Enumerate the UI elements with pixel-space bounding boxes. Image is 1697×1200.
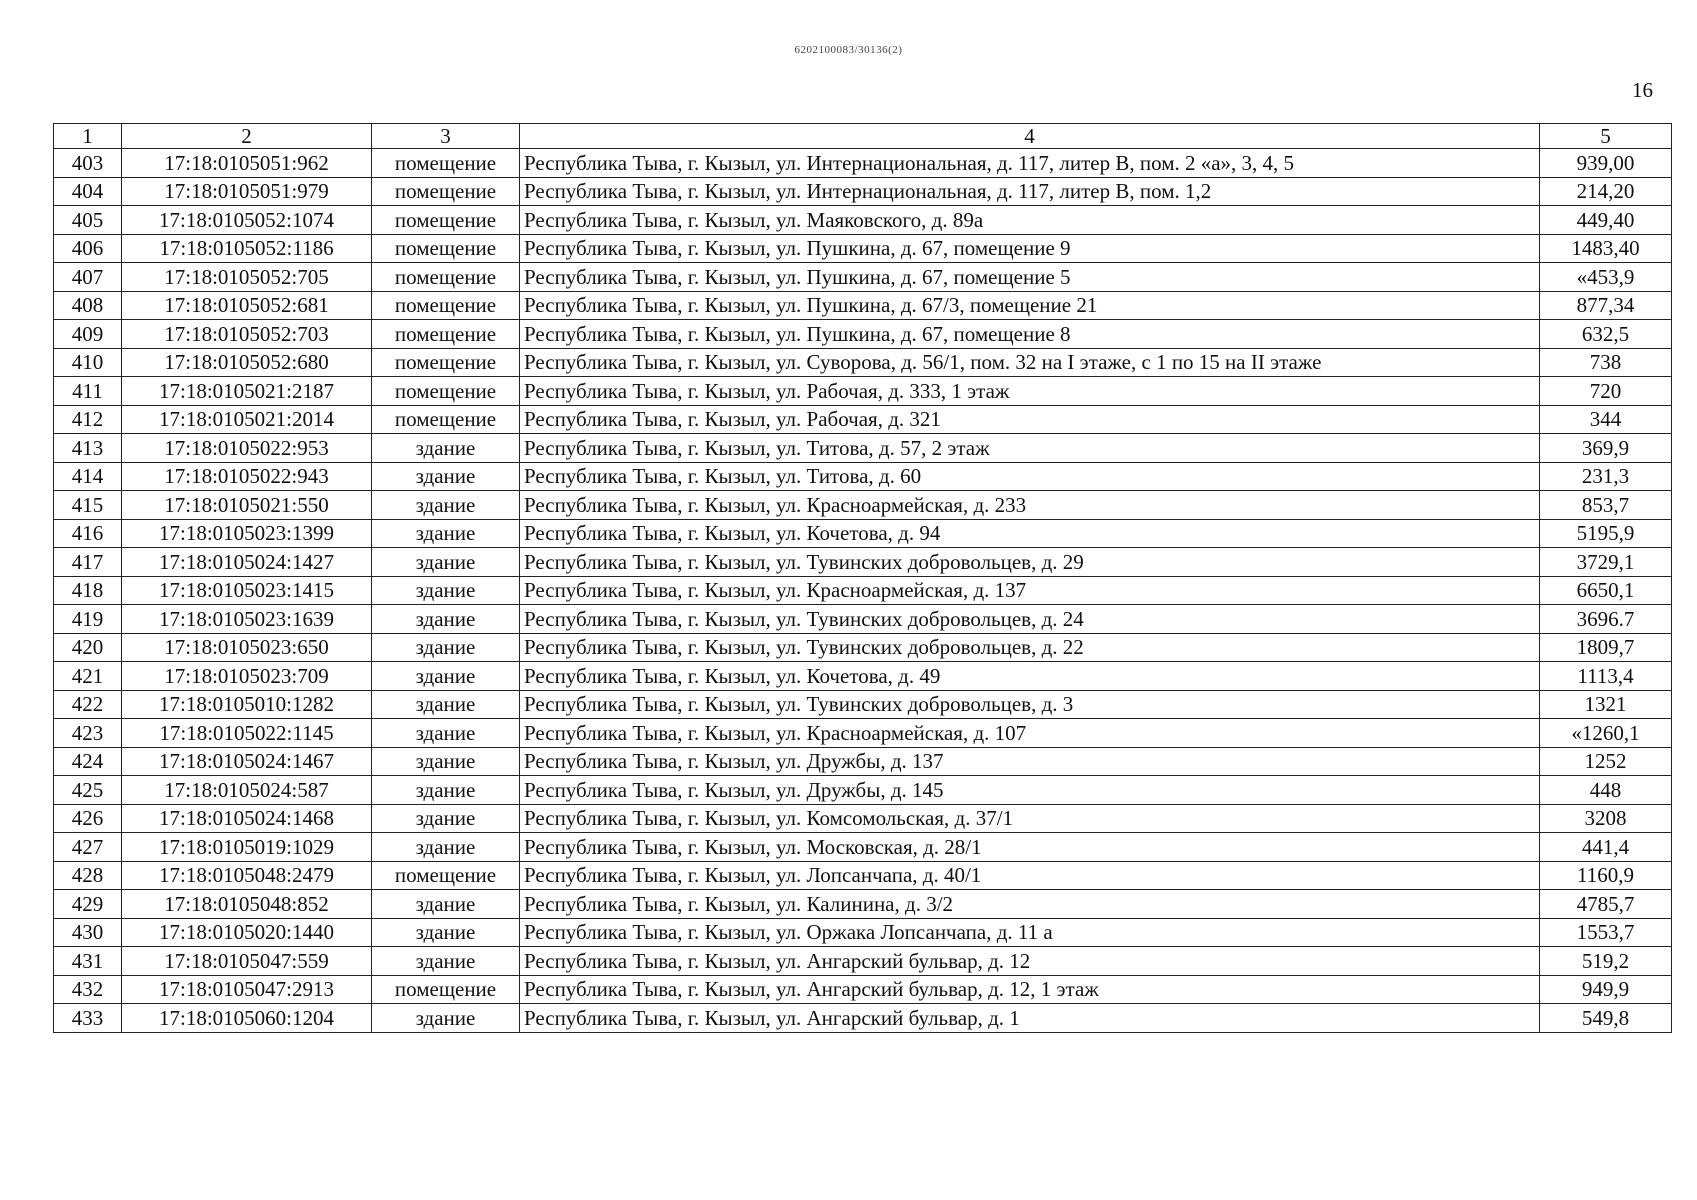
column-header-1: 1 <box>54 124 122 149</box>
cadastral-number-cell: 17:18:0105020:1440 <box>122 918 372 947</box>
row-number-cell: 425 <box>54 776 122 805</box>
table-row <box>54 491 1672 520</box>
cadastral-number-cell: 17:18:0105052:680 <box>122 348 372 377</box>
table-row <box>54 405 1672 434</box>
cadastral-number-cell: 17:18:0105060:1204 <box>122 1004 372 1033</box>
object-type-cell: здание <box>372 690 520 719</box>
row-number-cell: 408 <box>54 291 122 320</box>
row-number-cell: 424 <box>54 747 122 776</box>
table-row <box>54 234 1672 263</box>
object-type-cell: помещение <box>372 206 520 235</box>
header-row <box>54 124 1672 149</box>
row-number-cell: 407 <box>54 263 122 292</box>
area-cell: 214,20 <box>1540 177 1672 206</box>
cadastral-number-cell: 17:18:0105023:1415 <box>122 576 372 605</box>
address-cell: Республика Тыва, г. Кызыл, ул. Ангарский бульвар, д. 1 <box>520 1004 1540 1033</box>
area-cell: 720 <box>1540 377 1672 406</box>
object-type-cell: помещение <box>372 377 520 406</box>
table-body <box>54 149 1672 1033</box>
table-row <box>54 804 1672 833</box>
cadastral-number-cell: 17:18:0105022:953 <box>122 434 372 463</box>
row-number-cell: 415 <box>54 491 122 520</box>
row-number-cell: 431 <box>54 947 122 976</box>
row-number-cell: 412 <box>54 405 122 434</box>
cadastral-number-cell: 17:18:0105021:550 <box>122 491 372 520</box>
address-cell: Республика Тыва, г. Кызыл, ул. Кочетова, д. 94 <box>520 519 1540 548</box>
table-row <box>54 576 1672 605</box>
row-number-cell: 403 <box>54 149 122 178</box>
area-cell: 949,9 <box>1540 975 1672 1004</box>
area-cell: 448 <box>1540 776 1672 805</box>
cadastral-number-cell: 17:18:0105023:1399 <box>122 519 372 548</box>
area-cell: «1260,1 <box>1540 719 1672 748</box>
object-type-cell: здание <box>372 519 520 548</box>
address-cell: Республика Тыва, г. Кызыл, ул. Тувинских добровольцев, д. 22 <box>520 633 1540 662</box>
area-cell: 1160,9 <box>1540 861 1672 890</box>
object-type-cell: здание <box>372 776 520 805</box>
area-cell: 6650,1 <box>1540 576 1672 605</box>
document-stamp: 6202100083/30136(2) <box>794 44 903 56</box>
table-row <box>54 149 1672 178</box>
column-header-3: 3 <box>372 124 520 149</box>
table-row <box>54 975 1672 1004</box>
area-cell: 853,7 <box>1540 491 1672 520</box>
object-type-cell: здание <box>372 662 520 691</box>
cadastral-number-cell: 17:18:0105022:1145 <box>122 719 372 748</box>
area-cell: 4785,7 <box>1540 890 1672 919</box>
area-cell: 1113,4 <box>1540 662 1672 691</box>
address-cell: Республика Тыва, г. Кызыл, ул. Кочетова, д. 49 <box>520 662 1540 691</box>
address-cell: Республика Тыва, г. Кызыл, ул. Красноармейская, д. 233 <box>520 491 1540 520</box>
table-row <box>54 1004 1672 1033</box>
column-header-2: 2 <box>122 124 372 149</box>
row-number-cell: 410 <box>54 348 122 377</box>
object-type-cell: здание <box>372 747 520 776</box>
object-type-cell: здание <box>372 719 520 748</box>
object-type-cell: помещение <box>372 320 520 349</box>
table-row <box>54 890 1672 919</box>
area-cell: 3208 <box>1540 804 1672 833</box>
address-cell: Республика Тыва, г. Кызыл, ул. Лопсанчапа, д. 40/1 <box>520 861 1540 890</box>
row-number-cell: 426 <box>54 804 122 833</box>
column-header-5: 5 <box>1540 124 1672 149</box>
object-type-cell: помещение <box>372 234 520 263</box>
cadastral-number-cell: 17:18:0105023:650 <box>122 633 372 662</box>
row-number-cell: 416 <box>54 519 122 548</box>
table-row <box>54 747 1672 776</box>
address-cell: Республика Тыва, г. Кызыл, ул. Рабочая, д. 333, 1 этаж <box>520 377 1540 406</box>
cadastral-number-cell: 17:18:0105024:1468 <box>122 804 372 833</box>
column-header-4: 4 <box>520 124 1540 149</box>
area-cell: 1483,40 <box>1540 234 1672 263</box>
area-cell: 519,2 <box>1540 947 1672 976</box>
row-number-cell: 413 <box>54 434 122 463</box>
property-register-table <box>53 123 1672 1033</box>
row-number-cell: 411 <box>54 377 122 406</box>
cadastral-number-cell: 17:18:0105023:709 <box>122 662 372 691</box>
object-type-cell: здание <box>372 633 520 662</box>
address-cell: Республика Тыва, г. Кызыл, ул. Титова, д. 57, 2 этаж <box>520 434 1540 463</box>
object-type-cell: здание <box>372 833 520 862</box>
table-row <box>54 662 1672 691</box>
address-cell: Республика Тыва, г. Кызыл, ул. Дружбы, д. 137 <box>520 747 1540 776</box>
cadastral-number-cell: 17:18:0105051:962 <box>122 149 372 178</box>
address-cell: Республика Тыва, г. Кызыл, ул. Ангарский бульвар, д. 12 <box>520 947 1540 976</box>
address-cell: Республика Тыва, г. Кызыл, ул. Тувинских добровольцев, д. 29 <box>520 548 1540 577</box>
table-row <box>54 462 1672 491</box>
object-type-cell: помещение <box>372 348 520 377</box>
object-type-cell: здание <box>372 548 520 577</box>
table-row <box>54 291 1672 320</box>
address-cell: Республика Тыва, г. Кызыл, ул. Интернациональная, д. 117, литер В, пом. 2 «а», 3, 4, 5 <box>520 149 1540 178</box>
address-cell: Республика Тыва, г. Кызыл, ул. Интернациональная, д. 117, литер В, пом. 1,2 <box>520 177 1540 206</box>
address-cell: Республика Тыва, г. Кызыл, ул. Маяковского, д. 89а <box>520 206 1540 235</box>
cadastral-number-cell: 17:18:0105019:1029 <box>122 833 372 862</box>
area-cell: 344 <box>1540 405 1672 434</box>
table-row <box>54 719 1672 748</box>
area-cell: 632,5 <box>1540 320 1672 349</box>
address-cell: Республика Тыва, г. Кызыл, ул. Комсомольская, д. 37/1 <box>520 804 1540 833</box>
table-row <box>54 833 1672 862</box>
address-cell: Республика Тыва, г. Кызыл, ул. Пушкина, д. 67, помещение 9 <box>520 234 1540 263</box>
address-cell: Республика Тыва, г. Кызыл, ул. Красноармейская, д. 137 <box>520 576 1540 605</box>
row-number-cell: 409 <box>54 320 122 349</box>
row-number-cell: 405 <box>54 206 122 235</box>
table-row <box>54 861 1672 890</box>
row-number-cell: 423 <box>54 719 122 748</box>
address-cell: Республика Тыва, г. Кызыл, ул. Тувинских добровольцев, д. 24 <box>520 605 1540 634</box>
address-cell: Республика Тыва, г. Кызыл, ул. Пушкина, д. 67/3, помещение 21 <box>520 291 1540 320</box>
area-cell: 1809,7 <box>1540 633 1672 662</box>
object-type-cell: здание <box>372 947 520 976</box>
table-row <box>54 434 1672 463</box>
address-cell: Республика Тыва, г. Кызыл, ул. Калинина, д. 3/2 <box>520 890 1540 919</box>
area-cell: 441,4 <box>1540 833 1672 862</box>
table-row <box>54 377 1672 406</box>
area-cell: 738 <box>1540 348 1672 377</box>
page-number: 16 <box>1632 78 1653 102</box>
cadastral-number-cell: 17:18:0105010:1282 <box>122 690 372 719</box>
object-type-cell: здание <box>372 462 520 491</box>
address-cell: Республика Тыва, г. Кызыл, ул. Московская, д. 28/1 <box>520 833 1540 862</box>
table-row <box>54 320 1672 349</box>
cadastral-number-cell: 17:18:0105021:2014 <box>122 405 372 434</box>
cadastral-number-cell: 17:18:0105047:2913 <box>122 975 372 1004</box>
row-number-cell: 432 <box>54 975 122 1004</box>
cadastral-number-cell: 17:18:0105051:979 <box>122 177 372 206</box>
cadastral-number-cell: 17:18:0105052:1074 <box>122 206 372 235</box>
object-type-cell: здание <box>372 434 520 463</box>
object-type-cell: здание <box>372 576 520 605</box>
row-number-cell: 433 <box>54 1004 122 1033</box>
object-type-cell: помещение <box>372 291 520 320</box>
cadastral-number-cell: 17:18:0105021:2187 <box>122 377 372 406</box>
table-row <box>54 263 1672 292</box>
table-row <box>54 519 1672 548</box>
address-cell: Республика Тыва, г. Кызыл, ул. Пушкина, д. 67, помещение 5 <box>520 263 1540 292</box>
address-cell: Республика Тыва, г. Кызыл, ул. Красноармейская, д. 107 <box>520 719 1540 748</box>
cadastral-number-cell: 17:18:0105052:681 <box>122 291 372 320</box>
address-cell: Республика Тыва, г. Кызыл, ул. Ангарский бульвар, д. 12, 1 этаж <box>520 975 1540 1004</box>
object-type-cell: помещение <box>372 177 520 206</box>
area-cell: 877,34 <box>1540 291 1672 320</box>
cadastral-number-cell: 17:18:0105024:1427 <box>122 548 372 577</box>
cadastral-number-cell: 17:18:0105052:1186 <box>122 234 372 263</box>
object-type-cell: здание <box>372 1004 520 1033</box>
area-cell: 231,3 <box>1540 462 1672 491</box>
row-number-cell: 429 <box>54 890 122 919</box>
row-number-cell: 406 <box>54 234 122 263</box>
address-cell: Республика Тыва, г. Кызыл, ул. Пушкина, д. 67, помещение 8 <box>520 320 1540 349</box>
area-cell: 3696.7 <box>1540 605 1672 634</box>
area-cell: 1252 <box>1540 747 1672 776</box>
address-cell: Республика Тыва, г. Кызыл, ул. Оржака Лопсанчапа, д. 11 а <box>520 918 1540 947</box>
area-cell: 939,00 <box>1540 149 1672 178</box>
area-cell: 369,9 <box>1540 434 1672 463</box>
address-cell: Республика Тыва, г. Кызыл, ул. Рабочая, д. 321 <box>520 405 1540 434</box>
cadastral-number-cell: 17:18:0105052:705 <box>122 263 372 292</box>
object-type-cell: помещение <box>372 975 520 1004</box>
cadastral-number-cell: 17:18:0105052:703 <box>122 320 372 349</box>
object-type-cell: здание <box>372 890 520 919</box>
row-number-cell: 428 <box>54 861 122 890</box>
area-cell: «453,9 <box>1540 263 1672 292</box>
cadastral-number-cell: 17:18:0105023:1639 <box>122 605 372 634</box>
object-type-cell: здание <box>372 804 520 833</box>
table-row <box>54 918 1672 947</box>
area-cell: 1553,7 <box>1540 918 1672 947</box>
area-cell: 1321 <box>1540 690 1672 719</box>
table-row <box>54 348 1672 377</box>
table-row <box>54 690 1672 719</box>
row-number-cell: 422 <box>54 690 122 719</box>
object-type-cell: помещение <box>372 405 520 434</box>
cadastral-number-cell: 17:18:0105024:587 <box>122 776 372 805</box>
table-row <box>54 633 1672 662</box>
object-type-cell: здание <box>372 605 520 634</box>
table-row <box>54 548 1672 577</box>
area-cell: 549,8 <box>1540 1004 1672 1033</box>
table-row <box>54 206 1672 235</box>
row-number-cell: 418 <box>54 576 122 605</box>
row-number-cell: 419 <box>54 605 122 634</box>
cadastral-number-cell: 17:18:0105022:943 <box>122 462 372 491</box>
object-type-cell: помещение <box>372 861 520 890</box>
object-type-cell: помещение <box>372 149 520 178</box>
address-cell: Республика Тыва, г. Кызыл, ул. Титова, д. 60 <box>520 462 1540 491</box>
table-row <box>54 776 1672 805</box>
area-cell: 449,40 <box>1540 206 1672 235</box>
cadastral-number-cell: 17:18:0105048:852 <box>122 890 372 919</box>
area-cell: 3729,1 <box>1540 548 1672 577</box>
cadastral-number-cell: 17:18:0105048:2479 <box>122 861 372 890</box>
table-row <box>54 605 1672 634</box>
row-number-cell: 404 <box>54 177 122 206</box>
row-number-cell: 420 <box>54 633 122 662</box>
table-row <box>54 177 1672 206</box>
object-type-cell: помещение <box>372 263 520 292</box>
address-cell: Республика Тыва, г. Кызыл, ул. Дружбы, д. 145 <box>520 776 1540 805</box>
table-row <box>54 947 1672 976</box>
area-cell: 5195,9 <box>1540 519 1672 548</box>
row-number-cell: 421 <box>54 662 122 691</box>
row-number-cell: 417 <box>54 548 122 577</box>
row-number-cell: 414 <box>54 462 122 491</box>
address-cell: Республика Тыва, г. Кызыл, ул. Суворова, д. 56/1, пом. 32 на I этаже, с 1 по 15 на II этаже <box>520 348 1540 377</box>
address-cell: Республика Тыва, г. Кызыл, ул. Тувинских добровольцев, д. 3 <box>520 690 1540 719</box>
object-type-cell: здание <box>372 918 520 947</box>
cadastral-number-cell: 17:18:0105047:559 <box>122 947 372 976</box>
object-type-cell: здание <box>372 491 520 520</box>
row-number-cell: 427 <box>54 833 122 862</box>
cadastral-number-cell: 17:18:0105024:1467 <box>122 747 372 776</box>
row-number-cell: 430 <box>54 918 122 947</box>
table-header <box>54 124 1672 149</box>
